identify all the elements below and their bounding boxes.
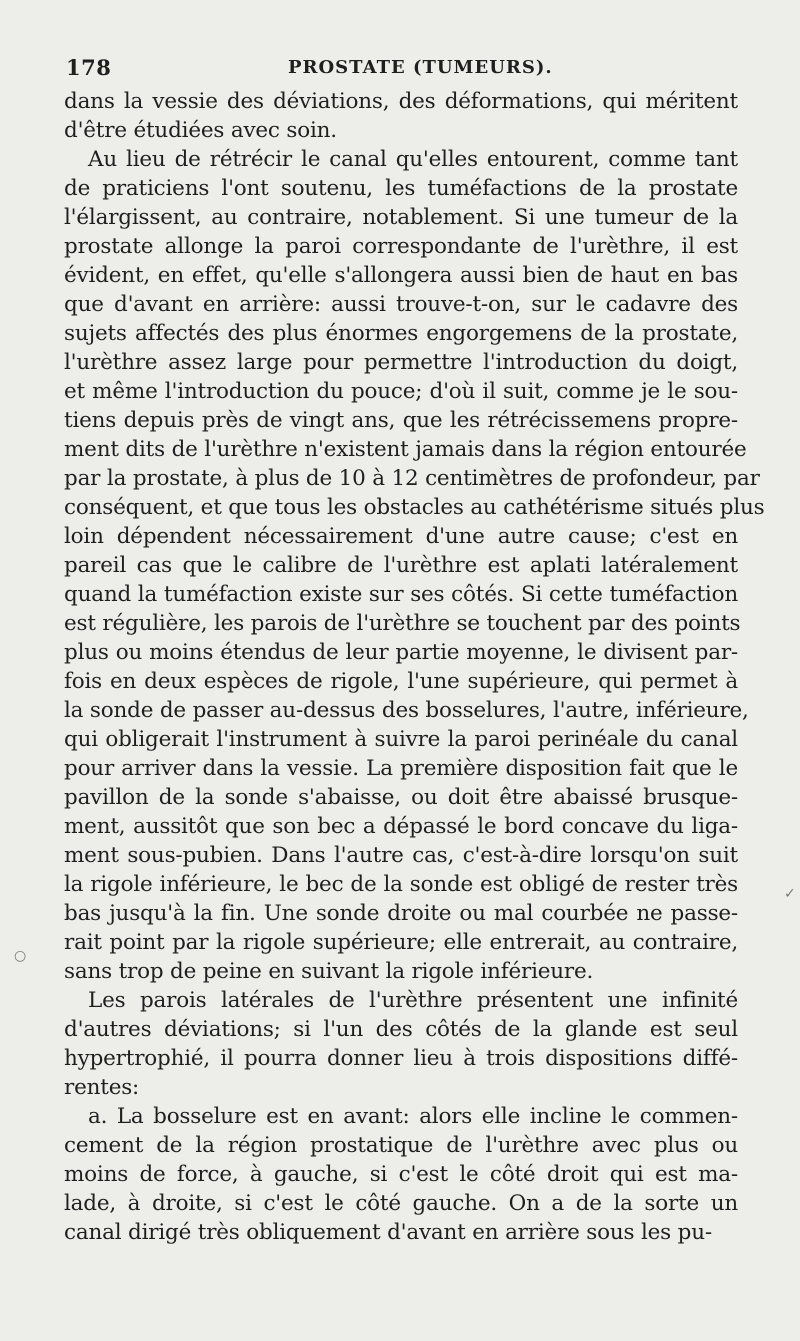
text-line: Au lieu de rétrécir le canal qu'elles entourent, comme tant: [88, 147, 738, 172]
running-title: PROSTATE (TUMEURS).: [288, 57, 553, 78]
text-line: et même l'introduction du pouce; d'où il suit, comme je le sou-: [64, 379, 738, 404]
text-line: ment, aussitôt que son bec a dépassé le bord concave du liga-: [64, 814, 738, 839]
paragraph: [64, 145, 765, 986]
body-text: [64, 87, 765, 1247]
text-line: la rigole inférieure, le bec de la sonde est obligé de rester très: [64, 872, 738, 897]
text-line: l'élargissent, au contraire, notablement. Si une tumeur de la: [64, 205, 738, 230]
text-line: ment sous-pubien. Dans l'autre cas, c'est-à-dire lorsqu'on suit: [64, 843, 738, 868]
text-line: dans la vessie des déviations, des déformations, qui méritent: [64, 89, 738, 114]
text-line: évident, en effet, qu'elle s'allongera aussi bien de haut en bas: [64, 263, 738, 288]
text-line: de praticiens l'ont soutenu, les tuméfactions de la prostate: [64, 176, 738, 201]
page-number: 178: [66, 55, 112, 80]
text-line: est régulière, les parois de l'urèthre se touchent par des points: [64, 611, 741, 636]
text-line: rentes:: [64, 1075, 140, 1100]
text-line: canal dirigé très obliquement d'avant en arrière sous les pu-: [64, 1220, 712, 1245]
text-line: l'urèthre assez large pour permettre l'introduction du doigt,: [64, 350, 738, 375]
paragraph: [64, 87, 738, 145]
text-line: d'autres déviations; si l'un des côtés de la glande est seul: [64, 1017, 738, 1042]
paragraph: [64, 1102, 738, 1247]
text-line: conséquent, et que tous les obstacles au cathétérisme situés plus: [64, 495, 765, 520]
text-line: par la prostate, à plus de 10 à 12 centimètres de profondeur, par: [64, 466, 760, 491]
text-line: hypertrophié, il pourra donner lieu à trois dispositions diffé-: [64, 1046, 738, 1071]
running-head: [66, 52, 738, 84]
paragraph: [64, 986, 738, 1102]
text-line: tiens depuis près de vingt ans, que les rétrécissemens propre-: [64, 408, 738, 433]
text-line: bas jusqu'à la fin. Une sonde droite ou mal courbée ne passe-: [64, 901, 738, 926]
text-line: moins de force, à gauche, si c'est le côté droit qui est ma-: [64, 1162, 738, 1187]
text-line: cement de la région prostatique de l'urèthre avec plus ou: [64, 1133, 738, 1158]
text-line: sujets affectés des plus énormes engorgemens de la prostate,: [64, 321, 738, 346]
text-line: a. La bosselure est en avant: alors elle incline le commen-: [88, 1104, 738, 1129]
text-line: rait point par la rigole supérieure; elle entrerait, au contraire,: [64, 930, 738, 955]
text-line: qui obligerait l'instrument à suivre la paroi perinéale du canal: [64, 727, 738, 752]
text-line: prostate allonge la paroi correspondante de l'urèthre, il est: [64, 234, 738, 259]
text-line: Les parois latérales de l'urèthre présentent une infinité: [88, 988, 738, 1013]
text-line: pareil cas que le calibre de l'urèthre est aplati latéralement: [64, 553, 738, 578]
text-line: pour arriver dans la vessie. La première disposition fait que le: [64, 756, 738, 781]
text-line: quand la tuméfaction existe sur ses côtés. Si cette tuméfaction: [64, 582, 738, 607]
stray-mark: ○: [14, 948, 27, 964]
text-line: ment dits de l'urèthre n'existent jamais dans la région entourée: [64, 437, 747, 462]
stray-mark: ✓: [784, 886, 796, 902]
text-line: loin dépendent nécessairement d'une autre cause; c'est en: [64, 524, 738, 549]
text-line: sans trop de peine en suivant la rigole inférieure.: [64, 959, 594, 984]
text-line: d'être étudiées avec soin.: [64, 118, 337, 143]
text-line: lade, à droite, si c'est le côté gauche. On a de la sorte un: [64, 1191, 738, 1216]
text-line: plus ou moins étendus de leur partie moyenne, le divisent par-: [64, 640, 738, 665]
text-line: la sonde de passer au-dessus des bosselures, l'autre, inférieure,: [64, 698, 749, 723]
text-line: que d'avant en arrière: aussi trouve-t-on, sur le cadavre des: [64, 292, 738, 317]
text-line: pavillon de la sonde s'abaisse, ou doit être abaissé brusque-: [64, 785, 738, 810]
text-line: fois en deux espèces de rigole, l'une supérieure, qui permet à: [64, 669, 738, 694]
